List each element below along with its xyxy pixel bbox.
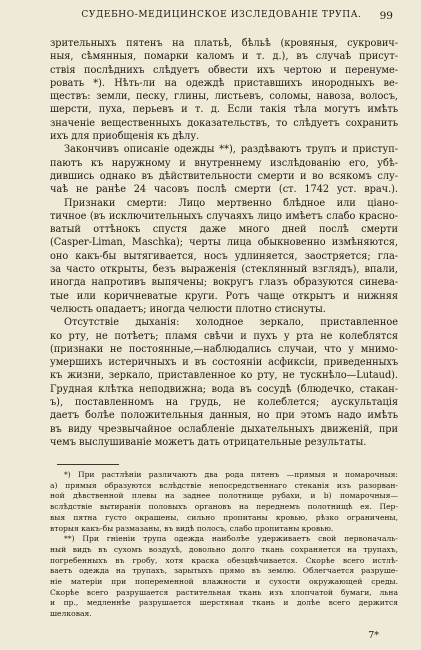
text-line: ко рту, не потѣетъ; пламя свѣчи и пухъ у рта не колеблятся: [50, 330, 398, 342]
footnote-line: ваетъ одежда на трупахъ, зарытыхъ прямо въ землю. Облегчается разруше-: [50, 566, 398, 576]
text-line: Признаки смерти: Лицо мертвенно блѣдное или ціано-: [64, 197, 398, 209]
text-line: Закончивъ описаніе одежды **), раздѣваютъ трупъ и приступ-: [64, 144, 398, 156]
text-line: Грудная клѣтка неподвижна; вода въ сосудѣ (блюдечко, стакан-: [50, 383, 398, 395]
footnote-line: ный видъ въ сухомъ воздухѣ, довольно долго ткань сохраняется на трупахъ,: [50, 544, 398, 554]
text-line: ствія послѣднихъ слѣдуетъ обвести ихъ чертою и перенуме-: [50, 64, 398, 76]
text-line: тичное (въ исключительныхъ случаяхъ лицо имѣетъ слабо красно-: [50, 210, 398, 222]
text-line: даетъ болѣе положительныя данныя, но при этомъ надо имѣть: [50, 410, 398, 422]
text-line: умершихъ истеричныхъ и въ состояніи асфиксіи, приведенныхъ: [50, 357, 398, 369]
text-line: ществъ: земли, песку, глины, листьевъ, соломы, навоза, волосъ,: [50, 91, 398, 103]
text-line: ровать *). Нѣть-ли на одеждѣ приставшихъ инородныхъ ве-: [50, 77, 398, 89]
text-line: Отсутствіе дыханія: холодное зеркало, приставленное: [64, 317, 398, 329]
footnote-line: вслѣдствіе вытиранія половыхъ органовъ на переднемъ полотнищѣ ея. Пер-: [50, 502, 398, 512]
footnote-line: вторыя какъ-бы размазаны, въ видѣ полосъ, слабо пропитаны кровью.: [50, 523, 334, 533]
footnote-line: а) прямыя образуются вслѣдствіе непосредственнаго стеканія изъ разорван-: [50, 480, 398, 490]
running-header: [50, 10, 393, 24]
text-line: (признаки не постоянные,—наблюдались случаи, что у мнимо-: [50, 343, 398, 355]
footnote-rule: [57, 464, 119, 465]
text-line: (Casper-Liman, Maschka); черты лица обыкновенно измѣняются,: [50, 237, 398, 249]
footnotes: [50, 470, 398, 620]
text-line: паютъ къ наружному и внутреннему изслѣдованію его, убѣ-: [50, 157, 398, 169]
text-line: въ виду чрезвычайное ослабленіе дыхательныхъ движеній, при: [50, 423, 398, 435]
text-line: ныя, сѣмянныя, помарки каломъ и т. д.), въ случаѣ присут-: [50, 51, 398, 63]
text-line: чемъ выслушиваніе можетъ дать отрицательные результаты.: [50, 436, 367, 448]
text-line: иногда напротивъ выпячены; вокругъ глазъ образуются синева-: [50, 277, 398, 289]
text-line: къ жизни, зеркало, приставленное ко рту, не тускнѣло—Lutaud).: [50, 370, 398, 382]
running-title: СУДЕБНО-МЕДИЦИНСКОЕ ИЗСЛЕДОВАНІЕ ТРУПА.: [81, 10, 362, 20]
footnote-line: шелковая.: [50, 609, 92, 619]
text-line: тые или коричневатые круги. Ротъ чаще открытъ и нижняя: [50, 290, 398, 302]
footnote-line: **) При гніеніи трупа одежда наиболѣе удерживаетъ свой первоначаль-: [64, 534, 398, 544]
footnote-line: погребенныхъ въ гробу, хотя краска обезцвѣчивается. Скорѣе всего истлѣ-: [50, 555, 398, 565]
text-line: значеніе вещественныхъ доказательствъ, то слѣдуетъ сохранить: [50, 117, 398, 129]
main-text: [50, 37, 398, 449]
footnote-line: выя пятна густо окрашены, сильно пропитаны кровью, рѣзко ограничены,: [50, 512, 398, 522]
page-number: 99: [379, 10, 393, 22]
text-line: ихъ для приобщенія къ дѣлу.: [50, 131, 200, 143]
text-line: шерсти, пуха, перьевъ и т. д. Если такія тѣла могутъ имѣть: [50, 104, 398, 116]
signature-mark: 7*: [368, 630, 379, 641]
footnote-line: ніе матеріи при попеременной влажности и сухости окружающей среды.: [50, 577, 398, 587]
text-line: зрительныхъ пятенъ на платьѣ, бѣльѣ (кровяныя, сукрович-: [50, 38, 398, 49]
footnote-line: ной дѣвственной плевы на заднее полотнище рубахи, и b) помарочныя—: [50, 491, 398, 501]
text-line: оно какъ-бы вытягивается, носъ удлиняется, заостряется; гла-: [50, 250, 398, 262]
text-line: чаѣ не ранѣе 24 часовъ послѣ смерти (ст. 1742 уст. врач.).: [50, 184, 398, 196]
text-line: ъ), поставленномъ на грудь, не колеблется; аускультація: [50, 397, 398, 409]
text-line: за часто открыты, безъ выраженія (стеклянный взглядъ), впали,: [50, 264, 398, 276]
footnote-line: и пр., медленнѣе разрушается шерстяная ткань и долѣе всего держится: [50, 598, 398, 608]
text-line: дившись однако въ дѣйствительности смерти и во всякомъ слу-: [50, 170, 398, 182]
text-line: ватый оттѣнокъ спустя даже много дней послѣ смерти: [50, 224, 398, 236]
footnote-line: *) При растлѣніи различаютъ два рода пятенъ —прямыя и помарочныя:: [64, 470, 398, 479]
footnote-line: Скорѣе всего разрушается растительная ткань изъ хлопчатой бумаги, льна: [50, 587, 398, 597]
text-line: челюсть опадаетъ; иногда челюсти плотно стиснуты.: [50, 303, 326, 315]
